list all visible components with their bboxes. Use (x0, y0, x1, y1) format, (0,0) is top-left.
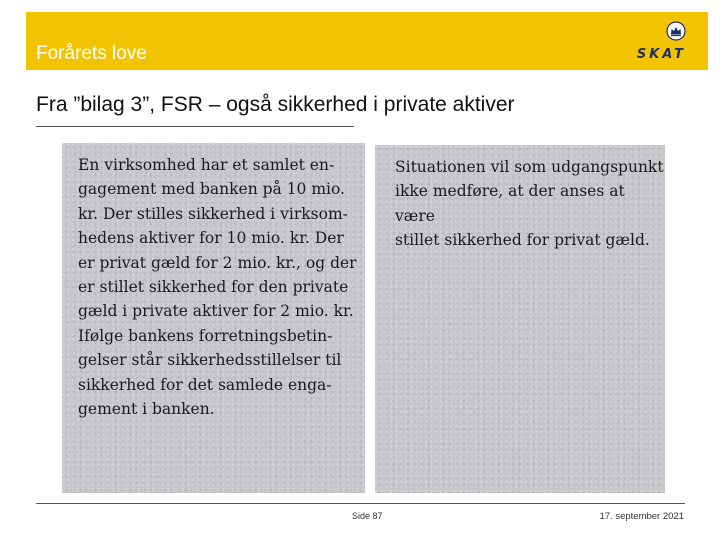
scanned-excerpt-right (375, 145, 665, 493)
skat-logo (616, 18, 686, 66)
logo-text: SKAT (636, 47, 686, 62)
header-title: Forårets love (36, 43, 147, 64)
header-bar (26, 12, 708, 70)
slide-title: Fra ”bilag 3”, FSR – også sikkerhed i private aktiver (36, 93, 515, 116)
scanned-text-left: En virksomhed har et samlet en- gagement med banken på 10 mio. kr. Der stilles sikkerhed i virksom- hedens aktiver for 10 mio. kr. Der er privat gæld for 2 mio. kr., og der er stillet sikkerhed for den private gæld i private aktiver for 2 mio. kr. Ifølge bankens forretningsbetin- gelser står sikkerhedsstillelser til sikkerhed for det samlede enga- gement i banken. (78, 156, 357, 419)
footer-date: 17. september 2021 (599, 511, 684, 522)
scanned-text-right: Situationen vil som udgangspunkt ikke medføre, at der anses at være stillet sikkerhed for privat gæld. (395, 158, 664, 250)
title-underline (36, 126, 354, 127)
scanned-excerpt-left (62, 143, 365, 493)
page-number: Side 87 (352, 511, 383, 521)
crown-icon (666, 21, 686, 41)
footer-divider (36, 503, 685, 504)
